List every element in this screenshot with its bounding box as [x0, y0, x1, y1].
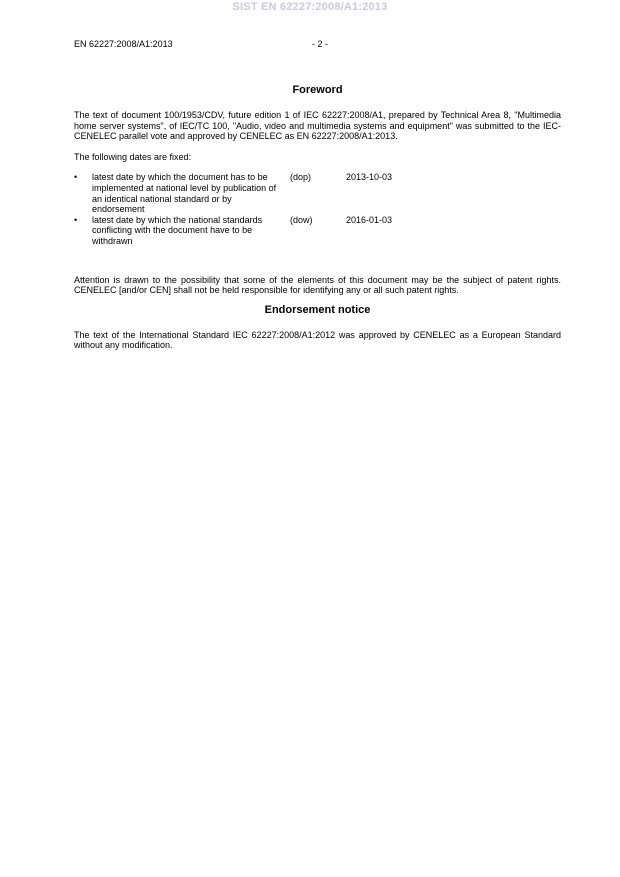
dates-list	[74, 172, 561, 246]
endorsement-paragraph: The text of the International Standard IEC 62227:2008/A1:2012 was approved by CENELEC as a European Standard without any modification.	[74, 329, 561, 351]
date-row-dop	[74, 172, 561, 214]
bullet-icon: •	[74, 214, 78, 225]
running-header	[74, 39, 560, 51]
date-abbreviation: (dow)	[290, 214, 313, 225]
foreword-paragraph: The text of document 100/1953/CDV, future edition 1 of IEC 62227:2008/A1, prepared by Technical Area 8, "Multimedia home server systems", of IEC/TC 100, "Audio, video and multimedia systems and equipment" was submitted to the IEC-CENELEC parallel vote and approved by CENELEC as EN 62227:2008/A1:2013.	[74, 110, 561, 142]
endorsement-title: Endorsement notice	[264, 303, 371, 316]
date-description: latest date by which the document has to be implemented at national level by publication of an identical national standard or by endorsement	[92, 172, 277, 215]
date-abbreviation: (dop)	[290, 172, 312, 183]
header-document-id: EN 62227:2008/A1:2013	[74, 39, 173, 49]
header-page-number: - 2 -	[312, 39, 329, 49]
date-value: 2013-10-03	[346, 172, 393, 183]
bullet-icon: •	[74, 172, 78, 183]
foreword-title: Foreword	[292, 84, 343, 96]
date-row-dow	[74, 215, 561, 247]
date-value: 2016-01-03	[346, 214, 393, 225]
date-description: latest date by which the national standards conflicting with the document have to be withdrawn	[92, 214, 263, 246]
page-content	[74, 83, 561, 351]
dates-intro: The following dates are fixed:	[74, 151, 192, 162]
patent-attention-paragraph: Attention is drawn to the possibility that some of the elements of this document may be the subject of patent rights. CENELEC [and/or CEN] shall not be held responsible for identifying any or all such patent rights.	[74, 274, 561, 296]
document-watermark: SIST EN 62227:2008/A1:2013	[232, 1, 388, 13]
